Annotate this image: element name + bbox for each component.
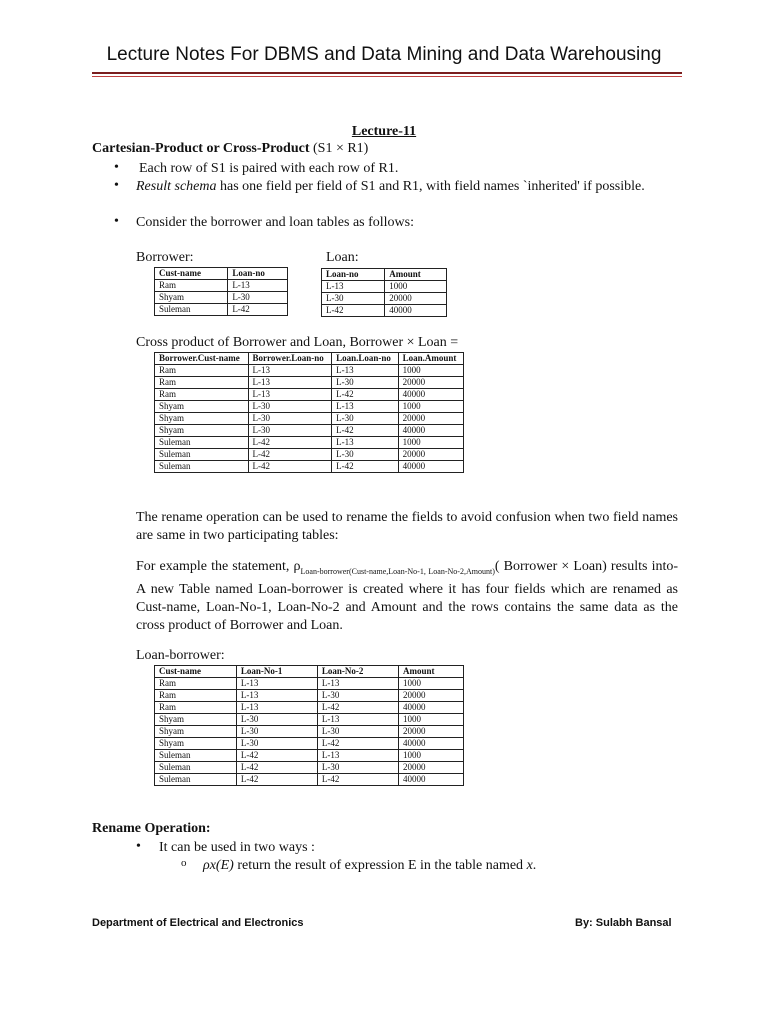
table-row <box>322 305 447 317</box>
table-cell: 40000 <box>398 389 463 401</box>
column-header: Cust-name <box>155 666 237 678</box>
table-cell: Suleman <box>155 437 249 449</box>
table-row <box>155 461 464 473</box>
table-cell: 40000 <box>398 461 463 473</box>
column-header: Loan-No-1 <box>236 666 317 678</box>
header-rule <box>92 72 682 74</box>
table-cell: L-13 <box>248 389 332 401</box>
table-cell: L-30 <box>248 401 332 413</box>
table-cell: Shyam <box>155 714 237 726</box>
table-cell: L-30 <box>332 449 398 461</box>
column-header: Loan.Loan-no <box>332 353 398 365</box>
table-cell: L-13 <box>317 714 398 726</box>
cartesian-heading: Cartesian-Product or Cross-Product (S1 × R1) <box>92 141 369 156</box>
table-cell: L-13 <box>317 750 398 762</box>
table-cell: 20000 <box>398 413 463 425</box>
table-cell: Shyam <box>155 726 237 738</box>
table-cell: Suleman <box>155 750 237 762</box>
column-header: Cust-name <box>155 268 228 280</box>
table-row <box>155 437 464 449</box>
loan-label: Loan: <box>326 250 359 265</box>
table-cell: Shyam <box>155 425 249 437</box>
table-cell: L-30 <box>236 714 317 726</box>
rename-example-paragraph: For example the statement, $\rho_{Loan-borrower(Cust-name,Loan-No-1, Loan-No-2,Amount)}$( Borrower × Loan) results into- A new Table named Loan-borrower is created where it has four fields which are renamed as Cust-name, Loan-No-1, Loan-No-2 and Amount and the rows contains the same data as the cross product of Borrower and Loan. <box>136 559 679 633</box>
footer-author: By: Sulabh Bansal <box>575 917 672 929</box>
cross-product-label: Cross product of Borrower and Loan, Borrower × Loan = <box>136 335 459 350</box>
table-row <box>155 280 288 292</box>
column-header: Borrower.Cust-name <box>155 353 249 365</box>
table-cell: L-30 <box>332 377 398 389</box>
table-cell: L-42 <box>322 305 385 317</box>
column-header: Amount <box>385 269 447 281</box>
cross-product-table <box>154 352 464 473</box>
table-cell: L-42 <box>332 461 398 473</box>
table-cell: L-42 <box>248 461 332 473</box>
table-cell: L-42 <box>228 304 288 316</box>
table-cell: L-13 <box>228 280 288 292</box>
table-row <box>155 389 464 401</box>
table-row <box>322 293 447 305</box>
table-cell: L-13 <box>322 281 385 293</box>
table-cell: 1000 <box>398 401 463 413</box>
table-cell: L-42 <box>317 702 398 714</box>
table-cell: L-42 <box>332 389 398 401</box>
column-header: Loan.Amount <box>398 353 463 365</box>
bullet-dot: • <box>114 160 119 175</box>
table-cell: L-30 <box>228 292 288 304</box>
table-cell: Shyam <box>155 738 237 750</box>
table-cell: 20000 <box>398 726 463 738</box>
borrower-label: Borrower: <box>136 250 194 265</box>
table-cell: L-13 <box>236 678 317 690</box>
table-row <box>155 413 464 425</box>
column-header: Loan-No-2 <box>317 666 398 678</box>
loan-table <box>321 268 447 317</box>
table-cell: Suleman <box>155 449 249 461</box>
borrower-table <box>154 267 288 316</box>
table-row <box>155 304 288 316</box>
column-header: Borrower.Loan-no <box>248 353 332 365</box>
table-cell: L-13 <box>248 377 332 389</box>
table-cell: L-13 <box>332 365 398 377</box>
table-cell: 20000 <box>398 377 463 389</box>
table-cell: Suleman <box>155 774 237 786</box>
table-cell: L-13 <box>236 702 317 714</box>
table-cell: Suleman <box>155 762 237 774</box>
header-rule-thin <box>92 76 682 77</box>
table-cell: 40000 <box>398 738 463 750</box>
table-row <box>155 292 288 304</box>
table-row <box>155 690 464 702</box>
bullet-dot: • <box>114 178 119 193</box>
table-row <box>155 678 464 690</box>
page-header-title: Lecture Notes For DBMS and Data Mining and Data Warehousing <box>106 44 662 65</box>
loan-borrower-table <box>154 665 464 786</box>
rename-paragraph: The rename operation can be used to rename the fields to avoid confusion when two field names are same in two participating tables: <box>136 510 678 543</box>
table-header-row <box>155 268 288 280</box>
table-cell: L-30 <box>248 413 332 425</box>
table-row <box>155 425 464 437</box>
table-row <box>322 281 447 293</box>
table-cell: Ram <box>155 280 228 292</box>
table-cell: Ram <box>155 678 237 690</box>
table-row <box>155 702 464 714</box>
table-cell: L-42 <box>317 738 398 750</box>
table-cell: L-13 <box>332 437 398 449</box>
table-cell: 1000 <box>398 750 463 762</box>
table-cell: 40000 <box>385 305 447 317</box>
bullet-text-1: Each row of S1 is paired with each row of R1. <box>139 161 399 176</box>
table-header-row <box>155 353 464 365</box>
table-header-row <box>322 269 447 281</box>
table-cell: L-30 <box>332 413 398 425</box>
table-row <box>155 750 464 762</box>
table-cell: L-13 <box>317 678 398 690</box>
table-row <box>155 401 464 413</box>
table-cell: 40000 <box>398 774 463 786</box>
table-cell: 20000 <box>385 293 447 305</box>
table-cell: L-42 <box>317 774 398 786</box>
table-row <box>155 726 464 738</box>
loan-borrower-label: Loan-borrower: <box>136 648 225 663</box>
sub-bullet-circle: o <box>181 857 187 869</box>
table-cell: L-42 <box>332 425 398 437</box>
table-row <box>155 714 464 726</box>
table-header-row <box>155 666 464 678</box>
table-cell: Shyam <box>155 413 249 425</box>
table-cell: L-42 <box>236 750 317 762</box>
table-cell: Suleman <box>155 304 228 316</box>
rename-sub-bullet: ρx(E) return the result of expression E in the table named x. <box>203 858 537 873</box>
table-cell: L-30 <box>248 425 332 437</box>
table-cell: L-30 <box>317 726 398 738</box>
table-cell: Shyam <box>155 401 249 413</box>
table-cell: 20000 <box>398 762 463 774</box>
bullet-dot: • <box>136 839 141 854</box>
table-row <box>155 377 464 389</box>
table-cell: L-13 <box>332 401 398 413</box>
table-row <box>155 774 464 786</box>
table-cell: 1000 <box>398 714 463 726</box>
footer-department: Department of Electrical and Electronics <box>92 917 304 929</box>
rename-bullet: It can be used in two ways : <box>159 840 315 855</box>
table-cell: Ram <box>155 690 237 702</box>
table-row <box>155 449 464 461</box>
table-cell: L-13 <box>248 365 332 377</box>
table-row <box>155 762 464 774</box>
table-cell: Ram <box>155 377 249 389</box>
bullet-dot: • <box>114 214 119 229</box>
table-cell: Ram <box>155 389 249 401</box>
table-cell: 40000 <box>398 702 463 714</box>
table-cell: L-30 <box>317 762 398 774</box>
table-cell: 1000 <box>398 437 463 449</box>
table-cell: Suleman <box>155 461 249 473</box>
table-cell: L-42 <box>248 437 332 449</box>
table-cell: 20000 <box>398 449 463 461</box>
table-cell: L-30 <box>322 293 385 305</box>
table-row <box>155 365 464 377</box>
table-cell: L-30 <box>236 738 317 750</box>
lecture-title: Lecture-11 <box>351 124 417 139</box>
table-cell: 1000 <box>398 678 463 690</box>
table-cell: L-30 <box>317 690 398 702</box>
bullet-text-3: Consider the borrower and loan tables as follows: <box>136 215 414 230</box>
table-cell: Ram <box>155 702 237 714</box>
table-cell: 40000 <box>398 425 463 437</box>
table-cell: Ram <box>155 365 249 377</box>
table-cell: L-30 <box>236 726 317 738</box>
rename-operation-heading: Rename Operation: <box>92 821 211 836</box>
bullet-text-2: Result schema has one field per field of S1 and R1, with field names `inherited' if possible. <box>136 179 645 194</box>
table-cell: L-42 <box>236 774 317 786</box>
table-cell: L-13 <box>236 690 317 702</box>
table-cell: 1000 <box>398 365 463 377</box>
column-header: Amount <box>398 666 463 678</box>
column-header: Loan-no <box>322 269 385 281</box>
table-cell: Shyam <box>155 292 228 304</box>
table-cell: 20000 <box>398 690 463 702</box>
table-cell: 1000 <box>385 281 447 293</box>
table-cell: L-42 <box>236 762 317 774</box>
table-cell: L-42 <box>248 449 332 461</box>
column-header: Loan-no <box>228 268 288 280</box>
table-row <box>155 738 464 750</box>
